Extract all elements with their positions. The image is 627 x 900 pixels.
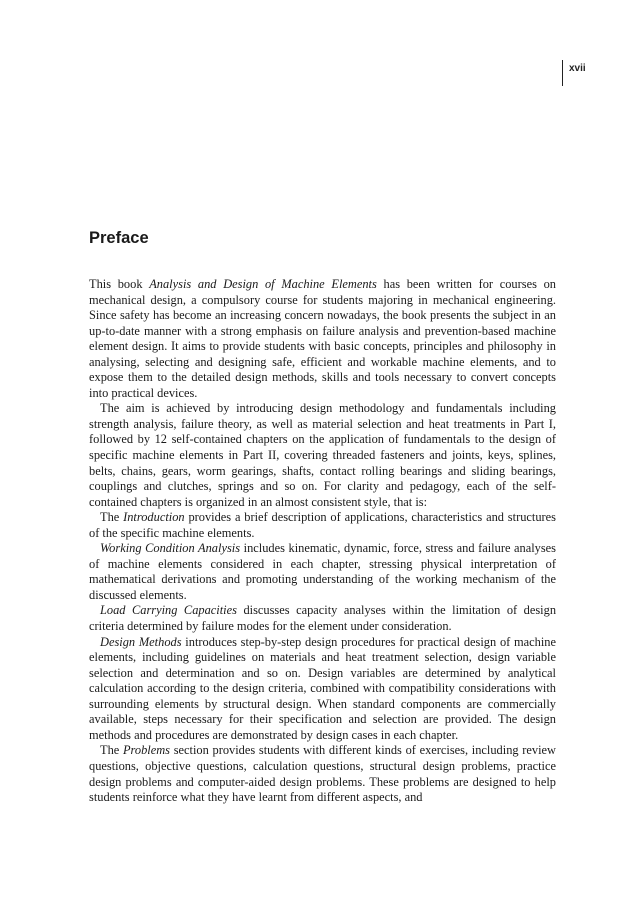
paragraph: The aim is achieved by introducing design methodology and fundamentals including strength analysis, failure theory, as well as material selection and heat treatments in Part I, followed by 12 self-contained chapters on the application of fundamentals to the design of specific machine elements in Part II, covering threaded fasteners and joints, keys, splines, belts, chains, gears, worm gearings, shafts, contact rolling bearings and sliding bearings, couplings and clutches, springs and so on. For clarity and pedagogy, each of the self-contained chapters is organized in an almost consistent style, that is: (89, 401, 556, 509)
section-term: Introduction (123, 510, 185, 525)
section-term: Design Methods (100, 634, 182, 649)
paragraph: Working Condition Analysis includes kinematic, dynamic, force, stress and failure analyses of machine elements considered in each chapter, stressing physical interpretation of mathematical derivations and promoting understanding of the working mechanism of the discussed elements. (89, 541, 556, 602)
paragraph: This book Analysis and Design of Machine Elements has been written for courses on mechanical design, a compulsory course for students majoring in mechanical engineering. Since safety has become an increasing concern nowadays, the book presents the subject in an up-to-date manner with a strong emphasis on failure analysis and prevention-based machine element design. It aims to provide students with basic concepts, principles and philosophy in analysing, selecting and designing safe, efficient and workable machine elements, and to expose them to the detailed design methods, skills and tools necessary to convert concepts into practical devices. (89, 277, 556, 400)
page-number-rule (562, 60, 563, 86)
section-term: Working Condition Analysis (100, 541, 241, 556)
preface-body (89, 277, 556, 806)
section-term: Load Carrying Capacities (100, 603, 237, 618)
paragraph: Design Methods introduces step-by-step design procedures for practical design of machine elements, including guidelines on materials and heat treatment selection, design variable selection and determination and so on. Design variables are determined by analytical calculation according to the design criteria, combined with compatibility considerations with surrounding elements by structural design. When standard components are commercially available, steps necessary for their specification and selection are provided. The design methods and procedures are demonstrated by design cases in each chapter. (89, 634, 557, 742)
paragraph: The Introduction provides a brief description of applications, characteristics and structures of the specific machine elements. (89, 510, 556, 540)
section-term: Problems (122, 743, 171, 758)
page-number: xvii (569, 63, 586, 74)
page-title: Preface (89, 229, 149, 247)
book-title: Analysis and Design of Machine Elements (149, 277, 377, 291)
paragraph: The Problems section provides students with different kinds of exercises, including review questions, objective questions, calculation questions, structural design problems, practice design problems and computer-aided design problems. These problems are designed to help students reinforce what they have learnt from different aspects, and (89, 743, 556, 805)
paragraph: Load Carrying Capacities discusses capacity analyses within the limitation of design criteria determined by failure modes for the element under consideration. (89, 603, 557, 634)
